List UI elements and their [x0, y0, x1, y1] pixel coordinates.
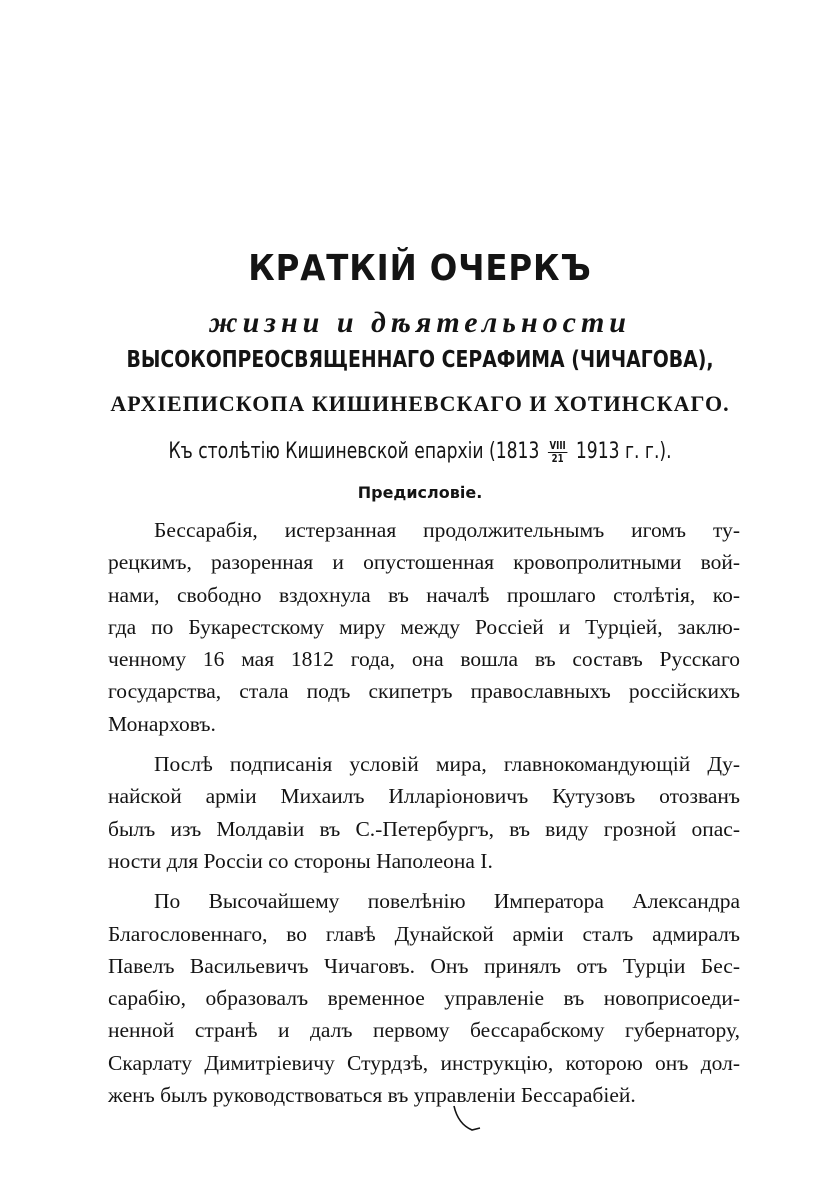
text-line: Благословеннаго, во главѣ Дунайской арміи сталъ адмиралъ — [108, 921, 740, 946]
centenary-suffix: 1913 г. г.). — [575, 439, 672, 464]
paragraph — [108, 748, 740, 877]
text-line: Павелъ Васильевичъ Чичаговъ. Онъ принялъ отъ Турціи Бес- — [108, 953, 740, 978]
archbishop-line: АРХІЕПИСКОПА КИШИНЕВСКАГО И ХОТИНСКАГО. — [110, 391, 730, 416]
text-line: Монарховъ. — [108, 711, 216, 736]
date-fraction-bottom: 21 — [551, 451, 564, 465]
text-line: ненной странѣ и далъ первому бессарабскому губернатору, — [108, 1018, 740, 1043]
text-line: женъ былъ руководствоваться въ управленіи Бессарабіей. — [108, 1083, 636, 1108]
text-line: найской арміи Михаилъ Илларіоновичъ Кутузовъ отозванъ — [108, 784, 740, 809]
text-line: былъ изъ Молдавіи въ С.-Петербургъ, въ виду грозной опас- — [108, 816, 740, 841]
text-line: нами, свободно вздохнула въ началѣ прошлаго столѣтія, ко- — [108, 582, 740, 607]
document-title: КРАТКІЙ ОЧЕРКЪ — [248, 248, 592, 289]
name-line: ВЫСОКОПРЕОСВЯЩЕННАГО СЕРАФИМА (ЧИЧАГОВА), — [126, 347, 714, 373]
centenary-prefix: Къ столѣтію Кишиневской епархіи (1813 — [168, 439, 540, 464]
text-line: гда по Букарестскому миру между Россіей и Турціей, заклю- — [108, 614, 740, 639]
document-subtitle: жизни и дѣятельности — [209, 306, 631, 339]
text-line: Бессарабія, истерзанная продолжительнымъ игомъ ту- — [154, 518, 740, 542]
text-line: Скарлату Димитріевичу Стурдзѣ, инструкцію, которою онъ дол- — [108, 1050, 740, 1075]
text-line: рецкимъ, разоренная и опустошенная кровопролитными вой- — [108, 550, 740, 575]
paragraph — [108, 885, 740, 1111]
text-line: Послѣ подписанія условій мира, главнокомандующій Ду- — [154, 752, 740, 777]
text-line: сарабію, образовалъ временное управленіе въ новоприсоеди- — [108, 986, 740, 1011]
text-line: ченному 16 мая 1812 года, она вошла въ составъ Русскаго — [108, 647, 740, 672]
body-text — [108, 514, 740, 1119]
ink-stroke-mark — [452, 1104, 484, 1134]
text-line: По Высочайшему повелѣнію Императора Александра — [154, 889, 740, 914]
date-fraction — [548, 440, 567, 465]
date-fraction-top: VIII — [549, 438, 566, 452]
paragraph — [108, 514, 740, 740]
preface-heading: Предисловіе. — [357, 483, 483, 502]
centenary-line — [92, 432, 747, 472]
text-line: государства, стала подъ скипетръ православныхъ россійскихъ — [108, 679, 740, 704]
text-line: ности для Россіи со стороны Наполеона I. — [108, 848, 493, 873]
